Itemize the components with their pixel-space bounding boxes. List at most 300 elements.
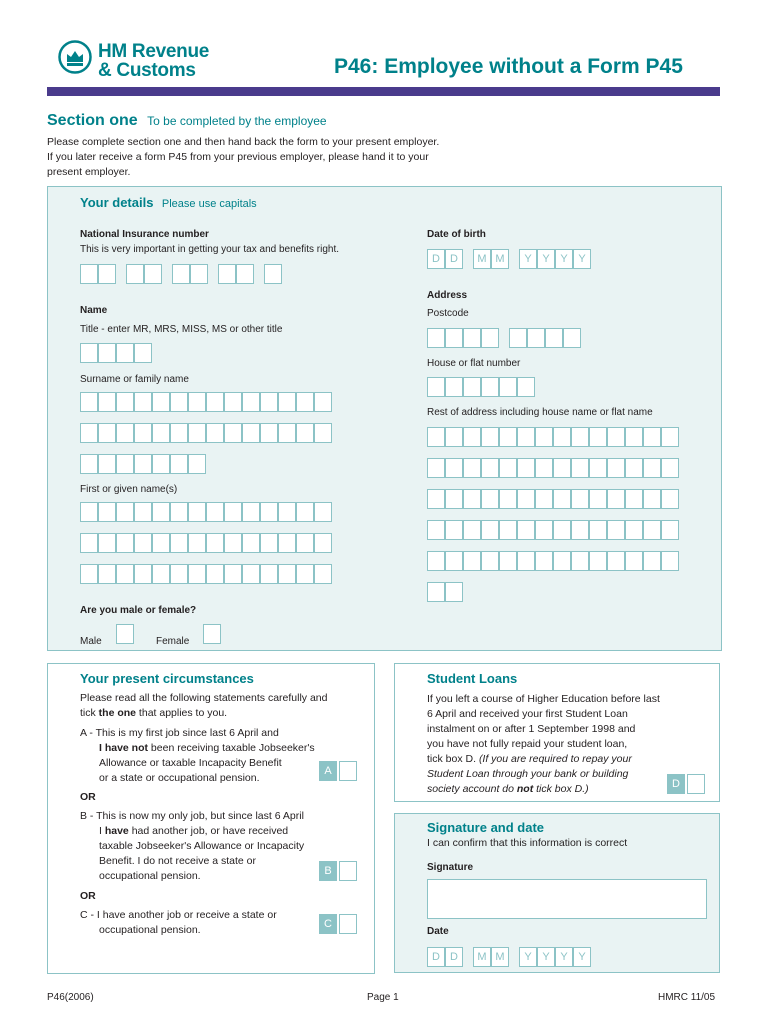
statement-part: been receiving taxable Jobseeker's	[148, 742, 315, 754]
char-box[interactable]	[553, 427, 571, 447]
char-box[interactable]	[242, 564, 260, 584]
char-box[interactable]	[499, 427, 517, 447]
char-box[interactable]	[517, 520, 535, 540]
char-box[interactable]	[116, 343, 134, 363]
char-box[interactable]	[481, 458, 499, 478]
char-box[interactable]	[571, 458, 589, 478]
dob-box[interactable]: M	[473, 249, 491, 269]
char-box[interactable]	[224, 533, 242, 553]
option-a[interactable]	[319, 761, 357, 781]
char-box[interactable]	[427, 427, 445, 447]
char-box[interactable]	[80, 454, 98, 474]
char-box[interactable]	[481, 377, 499, 397]
char-box[interactable]	[463, 377, 481, 397]
char-row[interactable]	[80, 454, 332, 474]
char-box[interactable]	[188, 533, 206, 553]
circumstances-title: Your present circumstances	[80, 671, 254, 686]
ni-box[interactable]	[236, 264, 254, 284]
address-label: Address	[427, 290, 468, 301]
dob-box[interactable]: Y	[519, 249, 537, 269]
char-box[interactable]	[278, 502, 296, 522]
date-box[interactable]: Y	[519, 947, 537, 967]
char-box[interactable]	[463, 427, 481, 447]
statement-line: Benefit. I do not receive a state or	[99, 855, 257, 867]
char-box[interactable]	[499, 489, 517, 509]
char-box[interactable]	[224, 564, 242, 584]
statement-line: B - This is now my only job, but since last 6 April	[80, 810, 304, 822]
statement-b	[80, 809, 304, 884]
char-box[interactable]	[661, 427, 679, 447]
statement-line: or a state or occupational pension.	[99, 772, 260, 784]
char-box[interactable]	[296, 564, 314, 584]
char-box[interactable]	[481, 551, 499, 571]
ni-note: This is very important in getting your tax and benefits right.	[80, 244, 340, 255]
date-box[interactable]: D	[427, 947, 445, 967]
char-box[interactable]	[296, 502, 314, 522]
char-box[interactable]	[563, 328, 581, 348]
student-note: Student Loan through your bank or building	[427, 768, 629, 780]
char-box[interactable]	[553, 520, 571, 540]
section-intro	[47, 135, 439, 180]
ni-box[interactable]	[172, 264, 190, 284]
char-box[interactable]	[643, 520, 661, 540]
char-box[interactable]	[499, 520, 517, 540]
char-box[interactable]	[260, 564, 278, 584]
char-box[interactable]	[517, 551, 535, 571]
char-box[interactable]	[445, 582, 463, 602]
dob-label: Date of birth	[427, 229, 486, 240]
char-box[interactable]	[98, 392, 116, 412]
char-box[interactable]	[188, 392, 206, 412]
char-box[interactable]	[152, 564, 170, 584]
date-input[interactable]	[427, 947, 591, 967]
statement-line: occupational pension.	[99, 924, 201, 936]
dob-box[interactable]: Y	[555, 249, 573, 269]
char-box[interactable]	[625, 520, 643, 540]
footer-page-number: Page 1	[367, 992, 399, 1003]
char-box[interactable]	[643, 551, 661, 571]
char-box[interactable]	[260, 502, 278, 522]
char-box[interactable]	[242, 533, 260, 553]
char-row[interactable]	[427, 489, 679, 509]
char-box[interactable]	[278, 533, 296, 553]
char-box[interactable]	[553, 458, 571, 478]
char-box[interactable]	[463, 458, 481, 478]
char-box[interactable]	[445, 551, 463, 571]
char-box[interactable]	[188, 564, 206, 584]
rest-address-input[interactable]	[427, 427, 679, 602]
student-loans-text	[427, 692, 660, 797]
option-b-label: B	[319, 861, 337, 881]
date-box[interactable]: M	[473, 947, 491, 967]
intro-part: tick	[80, 707, 99, 719]
title-input[interactable]	[80, 343, 152, 363]
char-box[interactable]	[571, 427, 589, 447]
option-d-label: D	[667, 774, 685, 794]
char-row[interactable]	[427, 551, 679, 571]
char-box[interactable]	[314, 423, 332, 443]
char-box[interactable]	[427, 377, 445, 397]
student-line: instalment on or after 1 September 1998 and	[427, 723, 636, 735]
char-box[interactable]	[517, 377, 535, 397]
char-box[interactable]	[445, 489, 463, 509]
intro-line	[80, 706, 327, 721]
char-row[interactable]	[80, 502, 332, 522]
char-box[interactable]	[661, 520, 679, 540]
option-a-checkbox[interactable]	[339, 761, 357, 781]
char-box[interactable]	[296, 423, 314, 443]
char-box[interactable]	[80, 423, 98, 443]
char-box[interactable]	[571, 489, 589, 509]
date-box[interactable]: M	[491, 947, 509, 967]
statement-line: taxable Jobseeker's Allowance or Incapacity	[99, 840, 305, 852]
option-d-checkbox[interactable]	[687, 774, 705, 794]
char-box[interactable]	[98, 533, 116, 553]
female-label: Female	[156, 636, 190, 647]
char-box[interactable]	[206, 392, 224, 412]
char-box[interactable]	[170, 533, 188, 553]
student-note-emphasis: not	[516, 783, 534, 795]
char-box[interactable]	[98, 343, 116, 363]
char-box[interactable]	[152, 392, 170, 412]
char-box[interactable]	[170, 502, 188, 522]
student-line	[427, 767, 660, 782]
char-box[interactable]	[625, 489, 643, 509]
char-box[interactable]	[499, 458, 517, 478]
char-box[interactable]	[134, 454, 152, 474]
rest-address-label: Rest of address including house name or flat name	[427, 407, 653, 418]
postcode-input[interactable]	[427, 328, 581, 348]
dob-box[interactable]: Y	[537, 249, 555, 269]
intro-line3: present employer.	[47, 166, 131, 178]
char-row[interactable]	[80, 533, 332, 553]
name-label: Name	[80, 305, 108, 316]
char-box[interactable]	[625, 458, 643, 478]
char-box[interactable]	[170, 423, 188, 443]
statement-line: occupational pension.	[99, 870, 201, 882]
student-line: you have not fully repaid your student loan,	[427, 738, 628, 750]
intro-line: Please read all the following statements carefully and	[80, 692, 328, 704]
first-name-label: First or given name(s)	[80, 484, 178, 495]
logo-line2: & Customs	[98, 60, 196, 81]
char-box[interactable]	[463, 520, 481, 540]
char-box[interactable]	[553, 551, 571, 571]
footer-form-code: P46(2006)	[47, 992, 94, 1003]
footer-revision: HMRC 11/05	[658, 992, 716, 1003]
female-checkbox[interactable]	[203, 624, 221, 644]
char-box[interactable]	[589, 520, 607, 540]
ni-box[interactable]	[264, 264, 282, 284]
postcode-label: Postcode	[427, 308, 469, 319]
details-subtitle: Please use capitals	[161, 198, 257, 210]
first-name-input[interactable]	[80, 502, 332, 584]
char-box[interactable]	[260, 423, 278, 443]
char-box[interactable]	[314, 564, 332, 584]
char-box[interactable]	[80, 564, 98, 584]
ni-box[interactable]	[144, 264, 162, 284]
date-box[interactable]: Y	[537, 947, 555, 967]
char-box[interactable]	[116, 423, 134, 443]
char-box[interactable]	[80, 502, 98, 522]
option-b[interactable]	[319, 861, 357, 881]
char-row[interactable]	[427, 458, 679, 478]
date-box[interactable]: Y	[573, 947, 591, 967]
ni-input[interactable]	[80, 264, 282, 284]
char-box[interactable]	[445, 377, 463, 397]
char-box[interactable]	[607, 489, 625, 509]
char-box[interactable]	[134, 392, 152, 412]
char-box[interactable]	[589, 551, 607, 571]
char-box[interactable]	[80, 343, 98, 363]
char-box[interactable]	[80, 392, 98, 412]
char-box[interactable]	[314, 533, 332, 553]
statement-a	[80, 726, 315, 786]
char-box[interactable]	[206, 423, 224, 443]
statement-part: had another job, or have received	[128, 825, 289, 837]
ni-box[interactable]	[98, 264, 116, 284]
student-note: society account do	[427, 783, 517, 795]
char-box[interactable]	[481, 520, 499, 540]
ni-box[interactable]	[190, 264, 208, 284]
statement-line: C - I have another job or receive a state or	[80, 909, 277, 921]
char-box[interactable]	[116, 502, 134, 522]
char-box[interactable]	[296, 392, 314, 412]
char-box[interactable]	[98, 564, 116, 584]
header-bar	[47, 87, 720, 96]
surname-input[interactable]	[80, 392, 332, 474]
char-box[interactable]	[260, 392, 278, 412]
char-box[interactable]	[278, 392, 296, 412]
char-row[interactable]	[427, 520, 679, 540]
or-separator: OR	[80, 890, 96, 902]
date-label: Date	[427, 926, 449, 937]
char-row[interactable]	[427, 582, 679, 602]
char-box[interactable]	[206, 564, 224, 584]
student-line	[427, 752, 660, 767]
male-checkbox[interactable]	[116, 624, 134, 644]
char-box[interactable]	[152, 454, 170, 474]
char-box[interactable]	[427, 328, 445, 348]
char-box[interactable]	[535, 551, 553, 571]
statement-line: A - This is my first job since last 6 April and	[80, 727, 279, 739]
char-box[interactable]	[427, 551, 445, 571]
ni-box[interactable]	[126, 264, 144, 284]
intro-emphasis: the one	[98, 707, 137, 719]
char-box[interactable]	[152, 533, 170, 553]
char-box[interactable]	[152, 423, 170, 443]
intro-line1: Please complete section one and then hand back the form to your present employer.	[47, 136, 440, 148]
char-box[interactable]	[116, 564, 134, 584]
details-title: Your details	[80, 195, 154, 210]
char-box[interactable]	[517, 458, 535, 478]
char-box[interactable]	[134, 564, 152, 584]
char-box[interactable]	[224, 502, 242, 522]
char-box[interactable]	[224, 423, 242, 443]
char-box[interactable]	[571, 520, 589, 540]
char-box[interactable]	[314, 502, 332, 522]
page-title: P46: Employee without a Form P45	[334, 55, 683, 78]
dob-input[interactable]	[427, 249, 591, 269]
char-box[interactable]	[589, 458, 607, 478]
signature-label: Signature	[427, 862, 474, 873]
char-box[interactable]	[242, 502, 260, 522]
dob-box[interactable]: M	[491, 249, 509, 269]
char-box[interactable]	[481, 489, 499, 509]
signature-field[interactable]	[427, 879, 707, 919]
signature-title: Signature and date	[427, 820, 545, 835]
char-box[interactable]	[661, 458, 679, 478]
char-box[interactable]	[661, 551, 679, 571]
date-box[interactable]: D	[445, 947, 463, 967]
char-box[interactable]	[545, 328, 563, 348]
char-box[interactable]	[170, 454, 188, 474]
char-box[interactable]	[278, 564, 296, 584]
date-box[interactable]: Y	[555, 947, 573, 967]
male-label: Male	[80, 636, 102, 647]
char-box[interactable]	[499, 551, 517, 571]
char-box[interactable]	[589, 427, 607, 447]
char-box[interactable]	[116, 392, 134, 412]
statement-line: Allowance or taxable Incapacity Benefit	[99, 757, 282, 769]
char-box[interactable]	[499, 377, 517, 397]
ni-label: National Insurance number	[80, 229, 209, 240]
char-box[interactable]	[314, 392, 332, 412]
char-box[interactable]	[643, 427, 661, 447]
dob-box[interactable]: D	[445, 249, 463, 269]
char-box[interactable]	[224, 392, 242, 412]
char-box[interactable]	[188, 423, 206, 443]
char-box[interactable]	[296, 533, 314, 553]
char-box[interactable]	[517, 427, 535, 447]
char-box[interactable]	[445, 328, 463, 348]
char-box[interactable]	[445, 520, 463, 540]
option-c-checkbox[interactable]	[339, 914, 357, 934]
option-b-checkbox[interactable]	[339, 861, 357, 881]
circumstances-intro	[80, 691, 327, 721]
char-box[interactable]	[463, 489, 481, 509]
char-box[interactable]	[170, 564, 188, 584]
student-line: If you left a course of Higher Education before last	[427, 693, 660, 705]
char-box[interactable]	[80, 533, 98, 553]
char-box[interactable]	[116, 454, 134, 474]
student-note: tick box D.)	[533, 783, 589, 795]
crown-icon	[58, 40, 92, 74]
char-box[interactable]	[625, 551, 643, 571]
char-box[interactable]	[445, 427, 463, 447]
statement-c	[80, 908, 277, 938]
gender-question: Are you male or female?	[80, 605, 197, 616]
char-box[interactable]	[607, 427, 625, 447]
char-box[interactable]	[242, 423, 260, 443]
char-row[interactable]	[427, 427, 679, 447]
intro-line2: If you later receive a form P45 from your previous employer, please hand it to your	[47, 151, 429, 163]
char-box[interactable]	[481, 427, 499, 447]
char-row[interactable]	[80, 564, 332, 584]
char-box[interactable]	[98, 502, 116, 522]
ni-box[interactable]	[218, 264, 236, 284]
char-box[interactable]	[463, 551, 481, 571]
char-box[interactable]	[625, 427, 643, 447]
char-box[interactable]	[98, 423, 116, 443]
char-box[interactable]	[607, 458, 625, 478]
char-box[interactable]	[535, 489, 553, 509]
char-box[interactable]	[509, 328, 527, 348]
char-box[interactable]	[535, 458, 553, 478]
char-box[interactable]	[661, 489, 679, 509]
char-box[interactable]	[589, 489, 607, 509]
char-box[interactable]	[463, 328, 481, 348]
char-box[interactable]	[427, 582, 445, 602]
student-line: 6 April and received your first Student Loan	[427, 708, 628, 720]
char-box[interactable]	[517, 489, 535, 509]
char-box[interactable]	[643, 489, 661, 509]
char-box[interactable]	[134, 502, 152, 522]
section-heading	[47, 112, 327, 130]
surname-label: Surname or family name	[80, 374, 189, 385]
char-box[interactable]	[134, 423, 152, 443]
char-row[interactable]	[80, 392, 332, 412]
dob-box[interactable]: Y	[573, 249, 591, 269]
statement-line	[80, 824, 304, 839]
char-box[interactable]	[427, 458, 445, 478]
char-box[interactable]	[607, 520, 625, 540]
char-box[interactable]	[134, 343, 152, 363]
char-box[interactable]	[278, 423, 296, 443]
char-box[interactable]	[527, 328, 545, 348]
char-box[interactable]	[260, 533, 278, 553]
option-d[interactable]	[667, 774, 705, 794]
statement-line	[80, 741, 315, 756]
option-a-label: A	[319, 761, 337, 781]
char-box[interactable]	[188, 454, 206, 474]
student-line	[427, 782, 660, 797]
char-box[interactable]	[188, 502, 206, 522]
option-c[interactable]	[319, 914, 357, 934]
char-box[interactable]	[445, 458, 463, 478]
char-box[interactable]	[553, 489, 571, 509]
hmrc-logo	[58, 40, 92, 79]
char-box[interactable]	[481, 328, 499, 348]
option-c-label: C	[319, 914, 337, 934]
char-box[interactable]	[206, 533, 224, 553]
char-box[interactable]	[116, 533, 134, 553]
ni-box[interactable]	[80, 264, 98, 284]
student-note: (If you are required to repay your	[478, 753, 632, 765]
title-label: Title - enter MR, MRS, MISS, MS or other title	[80, 324, 283, 335]
char-box[interactable]	[206, 502, 224, 522]
char-box[interactable]	[427, 489, 445, 509]
char-box[interactable]	[170, 392, 188, 412]
house-input[interactable]	[427, 377, 535, 397]
logo-line1: HM Revenue	[98, 41, 210, 62]
dob-box[interactable]: D	[427, 249, 445, 269]
student-loans-title: Student Loans	[427, 671, 518, 686]
section-title: Section one	[47, 112, 138, 129]
char-box[interactable]	[134, 533, 152, 553]
char-box[interactable]	[98, 454, 116, 474]
char-box[interactable]	[643, 458, 661, 478]
char-box[interactable]	[427, 520, 445, 540]
char-box[interactable]	[571, 551, 589, 571]
char-box[interactable]	[535, 427, 553, 447]
char-box[interactable]	[152, 502, 170, 522]
house-label: House or flat number	[427, 358, 521, 369]
char-box[interactable]	[607, 551, 625, 571]
section-subtitle: To be completed by the employee	[147, 114, 327, 128]
char-box[interactable]	[242, 392, 260, 412]
char-row[interactable]	[80, 423, 332, 443]
char-box[interactable]	[535, 520, 553, 540]
